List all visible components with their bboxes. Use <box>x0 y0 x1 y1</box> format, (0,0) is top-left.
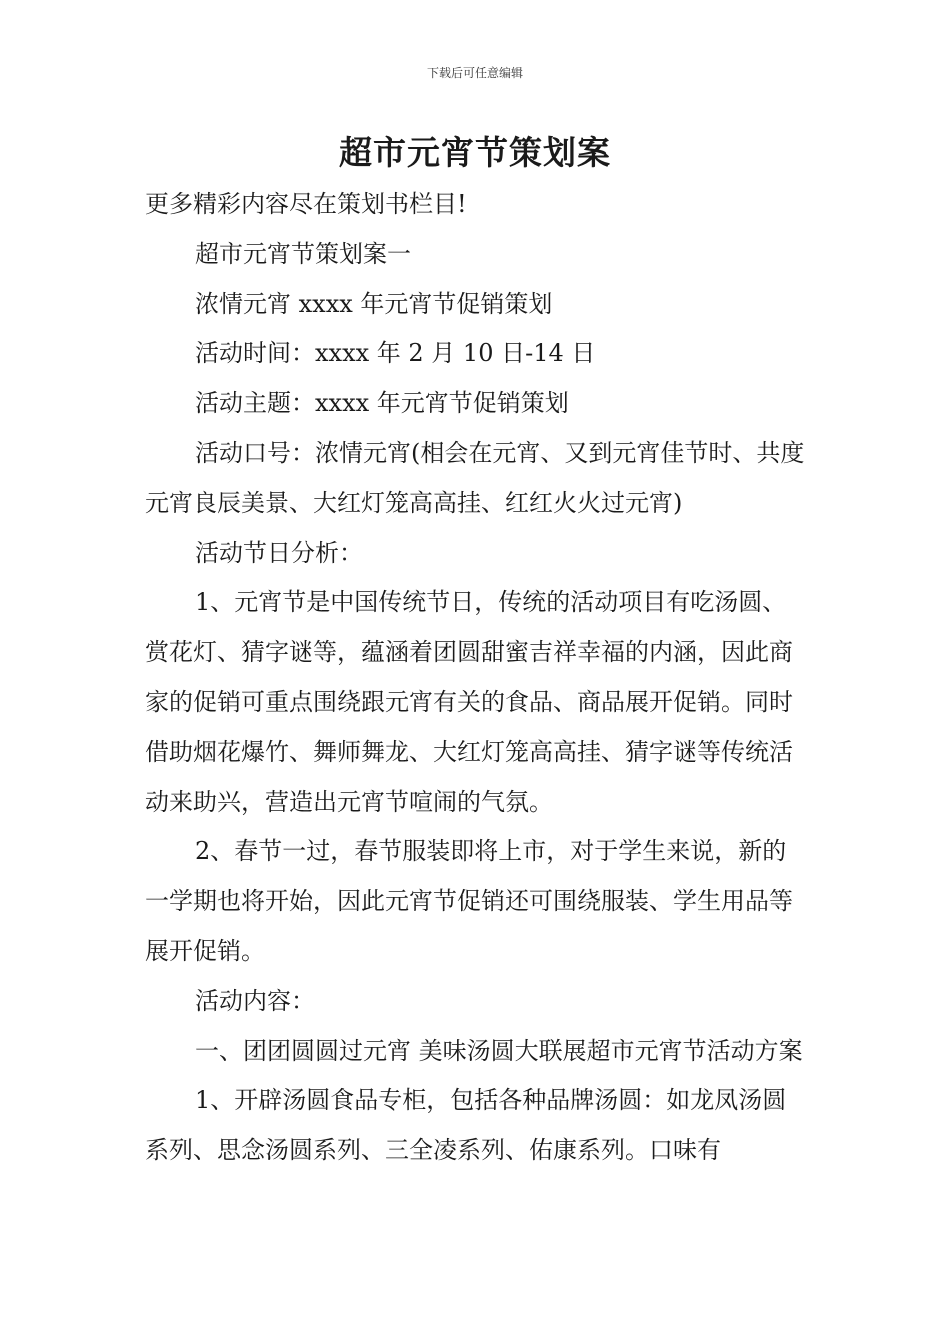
paragraph: 活动内容： <box>195 986 315 1015</box>
document-title: 超市元宵节策划案 <box>339 133 611 172</box>
page-header-note: 下载后可任意编辑 <box>426 66 523 80</box>
paragraph: 2、春节一过，春节服装即将上市，对于学生来说，新的一学期也将开始，因此元宵节促销还可围绕服装、学生用品等展开促销。 <box>145 837 793 965</box>
paragraph: 浓情元宵 xxxx 年元宵节促销策划 <box>195 289 553 318</box>
document-body <box>145 180 810 1176</box>
paragraph: 活动主题：xxxx 年元宵节促销策划 <box>195 389 569 418</box>
paragraph: 更多精彩内容尽在策划书栏目! <box>145 190 467 218</box>
paragraph: 1、开辟汤圆食品专柜，包括各种品牌汤圆：如龙凤汤圆系列、思念汤圆系列、三全凌系列、佑康系列。口味有 <box>145 1086 787 1165</box>
paragraph: 超市元宵节策划案一 <box>195 239 411 268</box>
paragraph: 1、元宵节是中国传统节日，传统的活动项目有吃汤圆、赏花灯、猜字谜等，蕴涵着团圆甜蜜吉祥幸福的内涵，因此商家的促销可重点围绕跟元宵有关的食品、商品展开促销。同时借助烟花爆竹、舞师舞龙、大红灯笼高高挂、猜字谜等传统活动来助兴，营造出元宵节喧闹的气氛。 <box>145 588 793 816</box>
paragraph: 活动时间：xxxx 年 2 月 10 日-14 日 <box>195 339 596 368</box>
paragraph: 一、团团圆圆过元宵 美味汤圆大联展超市元宵节活动方案 <box>195 1036 803 1065</box>
paragraph: 活动节日分析： <box>195 538 363 567</box>
paragraph: 活动口号：浓情元宵(相会在元宵、又到元宵佳节时、共度元宵良辰美景、大红灯笼高高挂、红红火火过元宵) <box>145 438 805 517</box>
